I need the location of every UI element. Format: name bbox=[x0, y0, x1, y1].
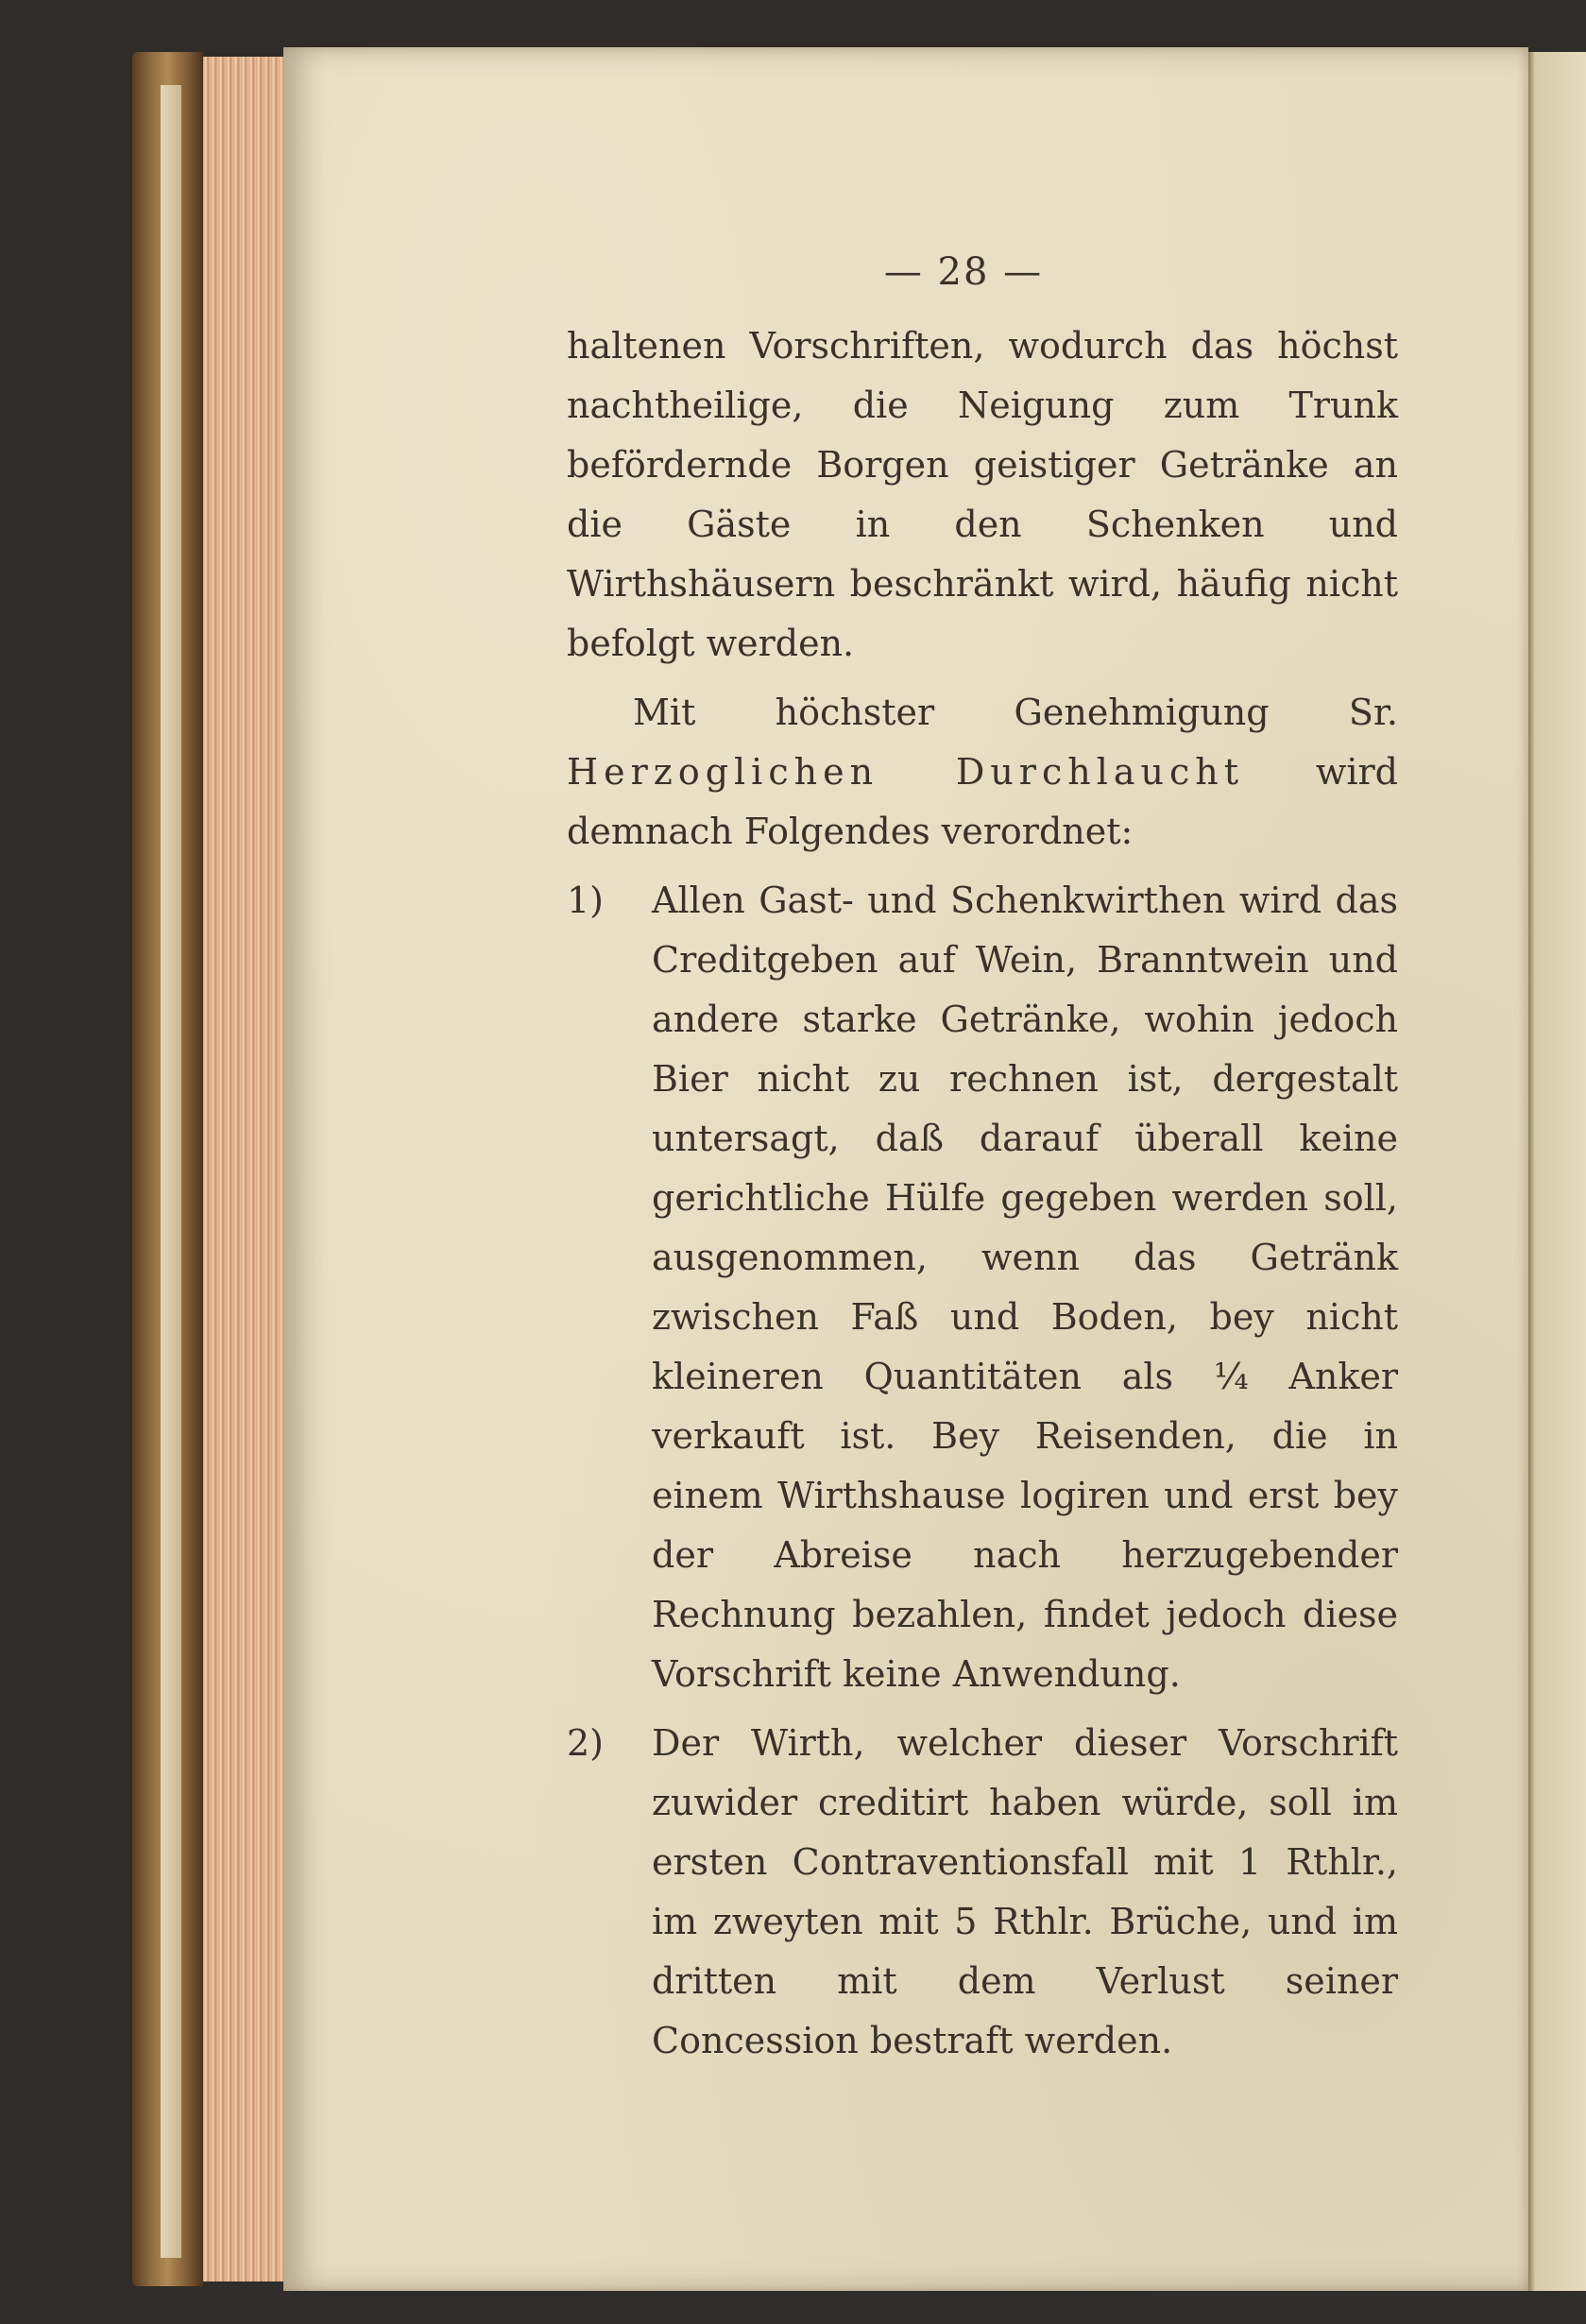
decree-text-end: wird demnach Folgendes verordnet: bbox=[567, 751, 1398, 852]
page-text bbox=[567, 250, 1398, 2071]
list-item-number: 2) bbox=[567, 1722, 605, 1764]
list-item bbox=[567, 1714, 1398, 2071]
paragraph-decree bbox=[567, 683, 1398, 862]
paragraph-continuation: haltenen Vorschriften, wodurch das höchst nachtheilige, die Neigung zum Trunk befördernde Borgen geistiger Getränke an die Gäste in den Schenken und Wirthshäusern beschränkt wird, häufig nicht befolgt werden. bbox=[567, 325, 1398, 664]
item-1-text-start: Allen Gast- und Schenkwirthen wird das Creditgeben auf Wein, Branntwein und andere starke Getränke, wohin jedoch Bier nicht zu rechnen ist, dergestalt untersagt, daß darauf überall keine gerichtliche Hülfe gegeben werden soll, ausgenommen, wenn das Getränk zwischen Faß und Boden, bey nicht kleineren Quantitäten als bbox=[652, 880, 1398, 1397]
decree-title-emphasis: Herzoglichen Durchlaucht bbox=[567, 751, 1245, 793]
list-item-text bbox=[652, 871, 1398, 1704]
item-1-fraction: ¼ bbox=[1213, 1356, 1249, 1397]
decree-text-start: Mit höchster Genehmigung Sr. bbox=[633, 692, 1398, 733]
facing-page-edge bbox=[1528, 52, 1586, 2291]
item-1-text-end: Anker verkauft ist. Bey Reisenden, die in einem Wirthshause logiren und erst bey der Abreise nach herzugebender Rechnung bezahlen, findet jedoch diese Vorschrift keine Anwendung. bbox=[652, 1356, 1398, 1695]
book-inner-strip bbox=[161, 85, 181, 2258]
list-item-number: 1) bbox=[567, 880, 605, 921]
page-number-header: — 28 — bbox=[883, 250, 1044, 294]
page-edges bbox=[203, 57, 288, 2281]
list-item-text: Der Wirth, welcher dieser Vorschrift zuwider creditirt haben würde, soll im ersten Contraventionsfall mit 1 Rthlr., im zweyten mit 5 Rthlr. Brüche, und im dritten mit dem Verlust seiner Concession bestraft werden. bbox=[652, 1722, 1398, 2061]
list-item bbox=[567, 871, 1398, 1704]
